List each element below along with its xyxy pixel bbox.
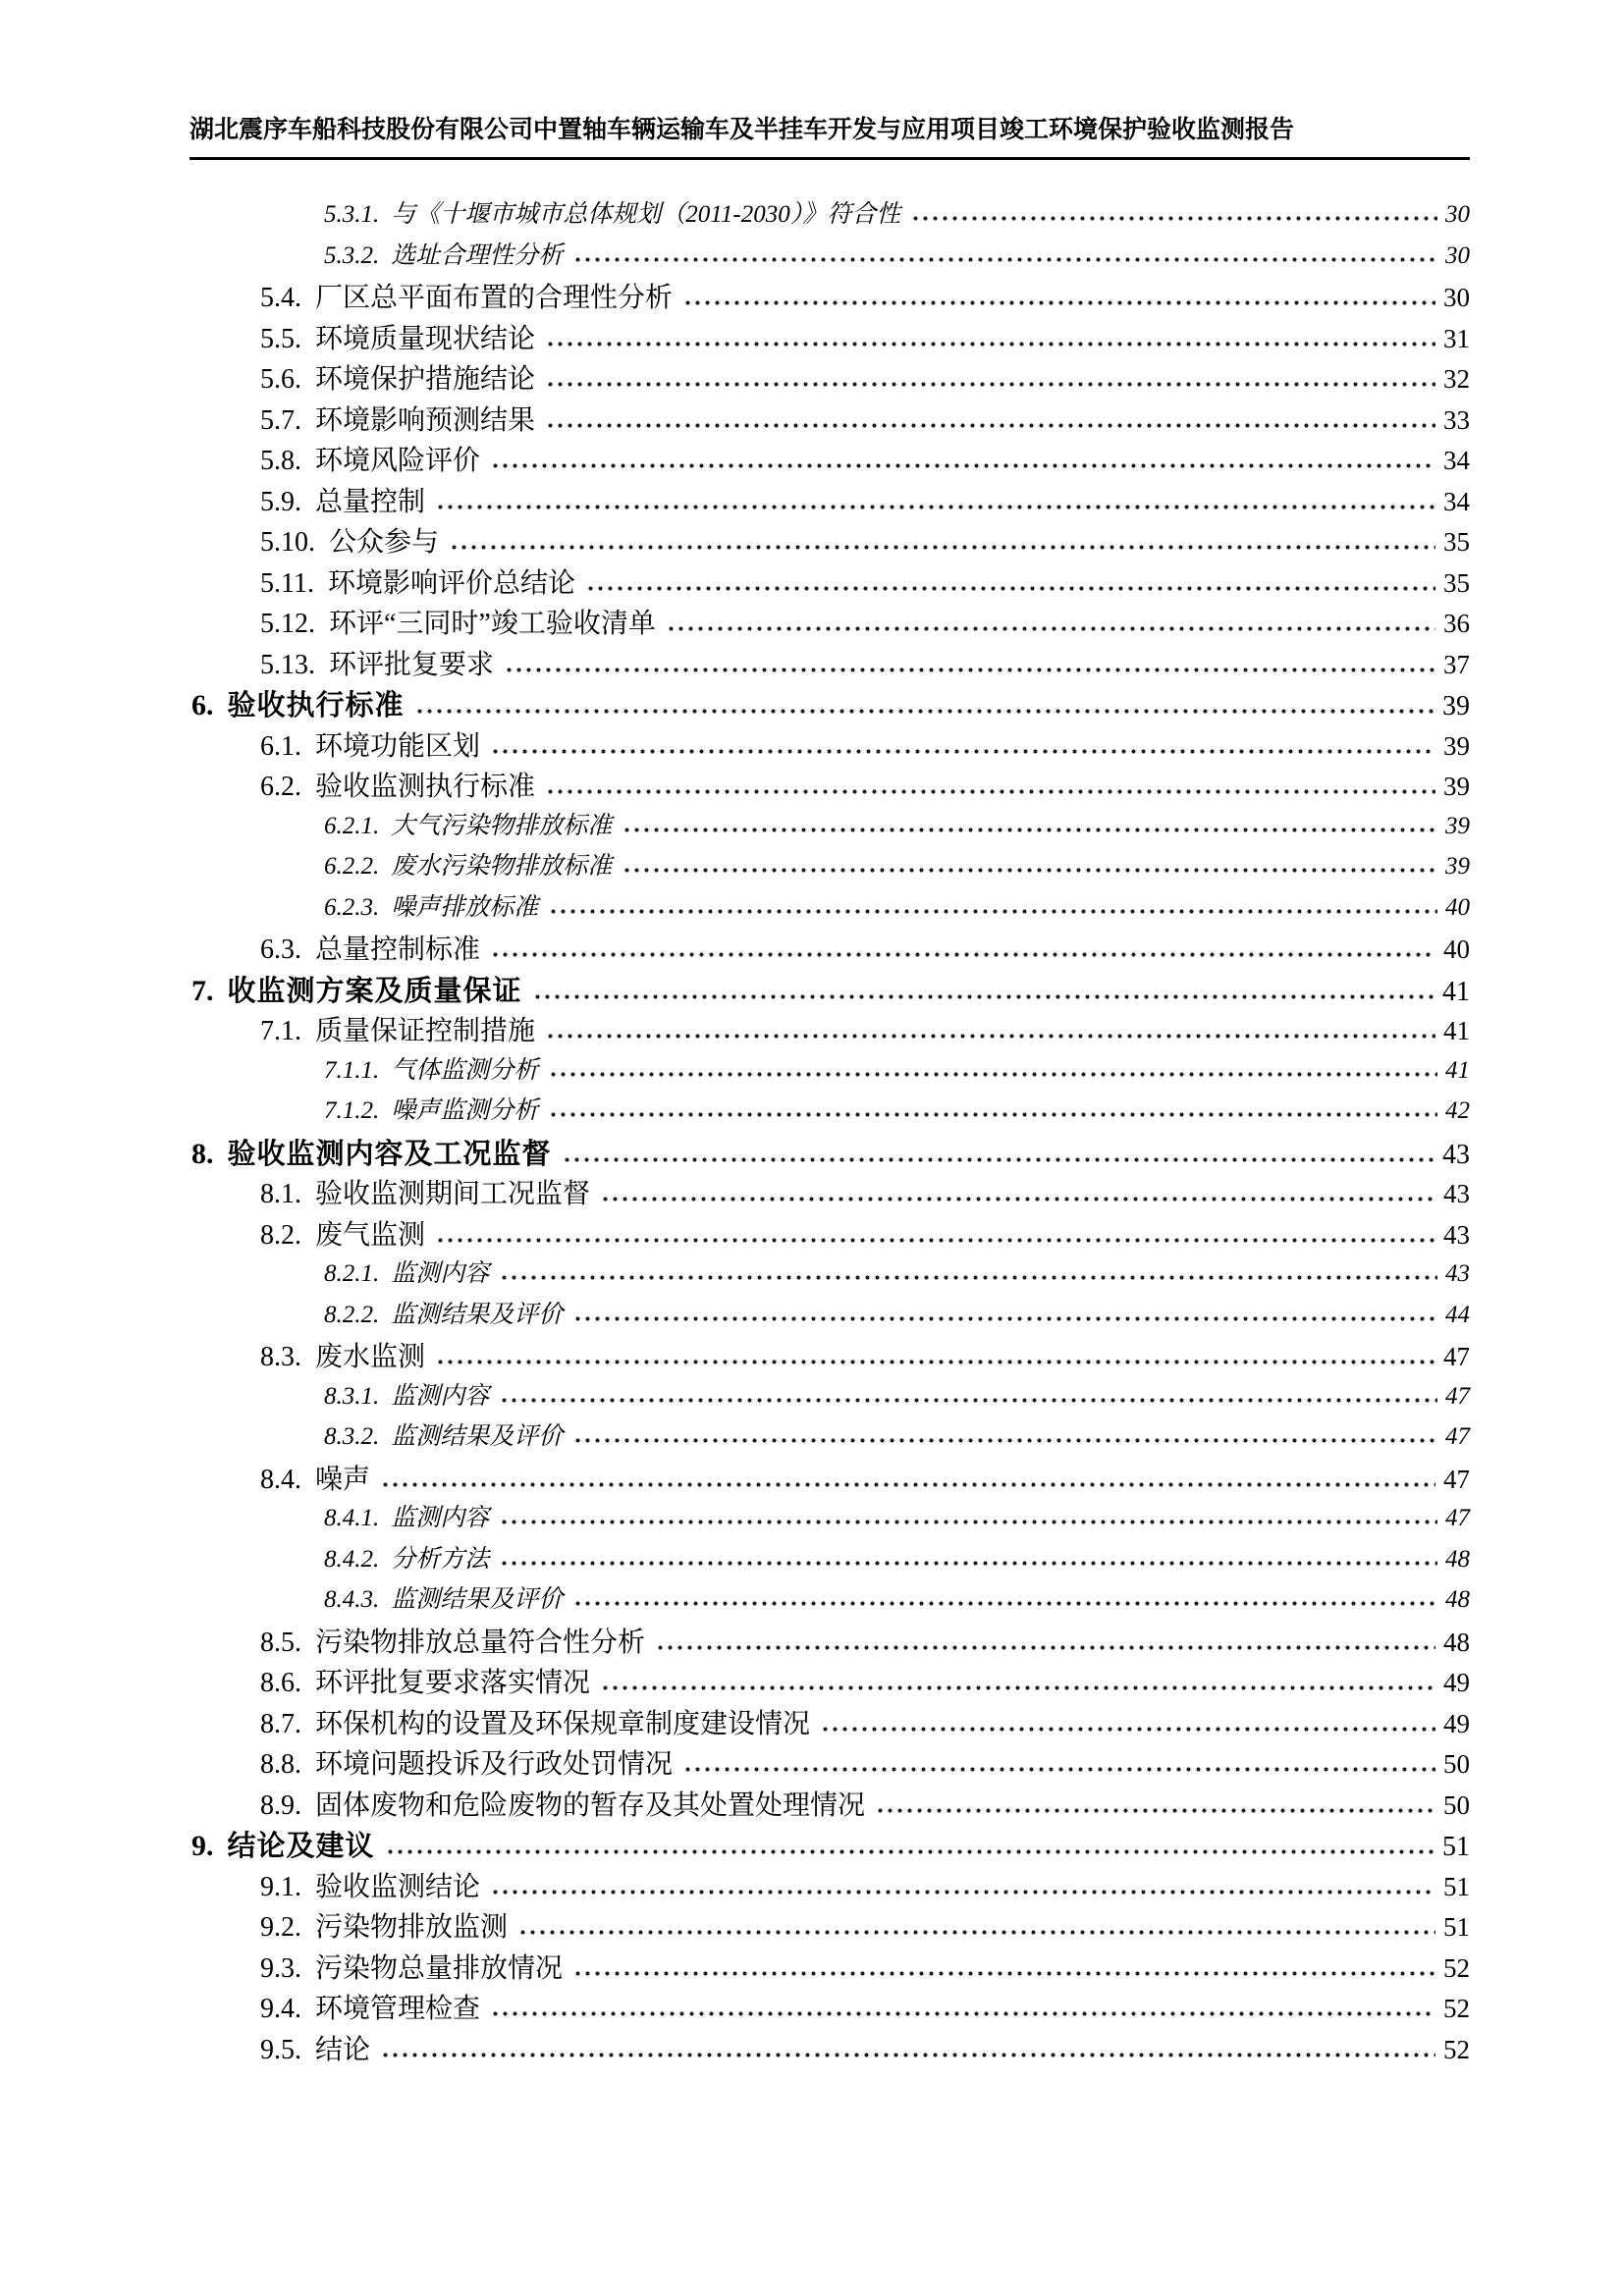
toc-entry-page: 31 <box>1443 323 1470 353</box>
toc-entry-5.10 <box>191 520 1470 561</box>
toc-entry-title: 大气污染物排放标准 <box>391 812 613 839</box>
toc-entry-6.2.3 <box>191 887 1470 929</box>
toc-entry-8.3.1 <box>191 1376 1470 1417</box>
toc-entry-number: 6.3. <box>260 934 301 965</box>
toc-entry-9.4 <box>191 1987 1470 2028</box>
dot-leader-icon <box>547 341 1435 347</box>
toc-entry-number: 8.2.1. <box>324 1260 380 1287</box>
dot-leader-icon <box>519 1929 1435 1936</box>
toc-entry-page: 49 <box>1443 1668 1470 1697</box>
toc-entry-title: 监测结果及评价 <box>391 1301 564 1328</box>
toc-entry-6.2.1 <box>191 806 1470 847</box>
toc-entry-title: 监测结果及评价 <box>391 1423 564 1450</box>
toc-entry-page: 41 <box>1443 1016 1470 1045</box>
toc-entry-page: 39 <box>1442 691 1470 721</box>
dot-leader-icon <box>657 1644 1435 1651</box>
toc-entry-page: 35 <box>1443 527 1470 557</box>
toc-entry-title: 环境问题投诉及行政处罚情况 <box>315 1749 674 1780</box>
toc-entry-6.3 <box>191 928 1470 969</box>
dot-leader-icon <box>416 708 1435 715</box>
toc-entry-7.1 <box>191 1009 1470 1050</box>
dot-leader-icon <box>574 256 1437 263</box>
toc-entry-title: 公众参与 <box>329 527 440 558</box>
dot-leader-icon <box>623 827 1437 833</box>
toc-entry-number: 8.4. <box>260 1464 301 1495</box>
dot-leader-icon <box>574 1315 1437 1322</box>
toc-entry-5.4 <box>191 276 1470 317</box>
toc-entry-number: 6.2. <box>260 772 301 802</box>
dot-leader-icon <box>451 544 1435 551</box>
dot-leader-icon <box>547 1033 1435 1040</box>
toc-entry-page: 41 <box>1445 1056 1470 1084</box>
toc-entry-page: 51 <box>1443 1912 1470 1942</box>
toc-entry-5.3.1 <box>191 194 1470 236</box>
toc-entry-page: 47 <box>1445 1505 1470 1531</box>
dot-leader-icon <box>534 993 1435 1000</box>
toc-entry-8.2.2 <box>191 1295 1470 1336</box>
toc-entry-8.4.2 <box>191 1539 1470 1580</box>
toc-entry-page: 47 <box>1445 1382 1470 1410</box>
toc-entry-number: 7.1. <box>260 1016 301 1046</box>
toc-entry-page: 39 <box>1445 853 1470 880</box>
toc-entry-8.5 <box>191 1621 1470 1662</box>
toc-entry-9 <box>191 1824 1470 1865</box>
toc-entry-title: 监测内容 <box>391 1260 490 1287</box>
toc-entry-title: 噪声监测分析 <box>391 1097 539 1124</box>
toc-entry-8.3 <box>191 1335 1470 1376</box>
toc-entry-number: 8.7. <box>260 1708 301 1739</box>
page-header <box>189 110 1470 160</box>
toc-entry-8 <box>191 1132 1470 1173</box>
dot-leader-icon <box>492 748 1435 755</box>
toc-entry-5.11 <box>191 561 1470 603</box>
toc-entry-page: 48 <box>1445 1545 1470 1573</box>
toc-entry-number: 8.4.1. <box>324 1505 380 1531</box>
toc-entry-title: 监测内容 <box>391 1505 490 1531</box>
dot-leader-icon <box>437 504 1435 510</box>
toc-entry-title: 污染物排放总量符合性分析 <box>315 1627 646 1658</box>
toc-entry-6.2.2 <box>191 846 1470 887</box>
toc-entry-page: 39 <box>1443 772 1470 801</box>
dot-leader-icon <box>602 1196 1435 1202</box>
toc-entry-8.4.3 <box>191 1579 1470 1621</box>
toc-entry-title: 结论 <box>315 2034 371 2065</box>
dot-leader-icon <box>574 1600 1437 1607</box>
toc-entry-number: 5.5. <box>260 323 301 354</box>
toc-entry-page: 43 <box>1445 1260 1470 1287</box>
dot-leader-icon <box>912 215 1437 222</box>
toc-entry-number: 8. <box>191 1137 214 1170</box>
toc-entry-8.3.2 <box>191 1416 1470 1458</box>
dot-leader-icon <box>550 908 1437 915</box>
toc-entry-number: 5.3.2. <box>324 241 380 269</box>
toc-entry-title: 收监测方案及质量保证 <box>227 975 522 1007</box>
toc-entry-title: 污染物排放监测 <box>315 1912 509 1943</box>
toc-entry-title: 验收监测执行标准 <box>315 772 536 802</box>
dot-leader-icon <box>492 1889 1435 1896</box>
dot-leader-icon <box>547 381 1435 388</box>
dot-leader-icon <box>574 1437 1437 1444</box>
dot-leader-icon <box>623 867 1437 874</box>
toc-entry-page: 43 <box>1442 1139 1470 1170</box>
toc-entry-title: 质量保证控制措施 <box>315 1016 536 1046</box>
toc-entry-title: 验收监测内容及工况监督 <box>227 1138 552 1170</box>
toc-entry-title: 气体监测分析 <box>391 1056 539 1084</box>
toc-entry-number: 8.3. <box>260 1342 301 1372</box>
dot-leader-icon <box>574 1970 1435 1977</box>
toc-entry-page: 50 <box>1443 1749 1470 1779</box>
toc-entry-7.1.1 <box>191 1050 1470 1092</box>
dot-leader-icon <box>492 951 1435 958</box>
toc-entry-6.1 <box>191 724 1470 766</box>
dot-leader-icon <box>501 1519 1437 1525</box>
dot-leader-icon <box>564 1156 1435 1163</box>
toc-entry-8.7 <box>191 1702 1470 1743</box>
toc-entry-number: 7.1.1. <box>324 1056 380 1084</box>
toc-entry-8.8 <box>191 1742 1470 1784</box>
toc-entry-8.1 <box>191 1172 1470 1213</box>
toc-entry-number: 9.3. <box>260 1952 301 1984</box>
dot-leader-icon <box>501 1397 1437 1404</box>
toc-entry-title: 与《十堰市城市总体规划（2011-2030）》符合性 <box>391 201 901 228</box>
dot-leader-icon <box>668 625 1435 632</box>
toc-entry-title: 总量控制 <box>315 486 426 517</box>
toc-entry-9.1 <box>191 1865 1470 1906</box>
toc-entry-page: 34 <box>1443 446 1470 475</box>
toc-entry-title: 环境功能区划 <box>315 730 481 762</box>
toc-entry-page: 32 <box>1443 364 1470 394</box>
dot-leader-icon <box>550 1111 1437 1118</box>
toc-entry-number: 9.2. <box>260 1912 301 1943</box>
toc-entry-title: 监测结果及评价 <box>391 1586 564 1613</box>
dot-leader-icon <box>501 1274 1437 1281</box>
toc-entry-page: 51 <box>1442 1832 1470 1862</box>
toc-entry-page: 39 <box>1445 812 1470 839</box>
toc-entry-number: 5.12. <box>260 609 315 639</box>
toc-entry-number: 6.2.2. <box>324 853 380 880</box>
toc-entry-title: 污染物总量排放情况 <box>315 1952 564 1984</box>
toc-entry-9.5 <box>191 2028 1470 2069</box>
toc-entry-page: 30 <box>1445 201 1470 228</box>
toc-entry-title: 环境质量现状结论 <box>315 323 536 354</box>
toc-list <box>191 194 1470 2068</box>
toc-entry-title: 废水监测 <box>315 1342 426 1372</box>
toc-entry-number: 8.6. <box>260 1668 301 1698</box>
dot-leader-icon <box>822 1726 1435 1733</box>
toc-entry-number: 5.10. <box>260 527 315 558</box>
toc-entry-5.5 <box>191 317 1470 358</box>
toc-entry-number: 6.1. <box>260 730 301 762</box>
toc-entry-number: 9. <box>191 1830 214 1862</box>
toc-entry-number: 9.1. <box>260 1871 301 1902</box>
toc-entry-page: 48 <box>1443 1627 1470 1657</box>
dot-leader-icon <box>382 2052 1435 2058</box>
toc-entry-title: 环评批复要求落实情况 <box>315 1668 591 1698</box>
toc-entry-page: 36 <box>1443 609 1470 638</box>
toc-entry-title: 厂区总平面布置的合理性分析 <box>315 283 674 313</box>
toc-entry-page: 52 <box>1443 2034 1470 2064</box>
dot-leader-icon <box>684 299 1435 306</box>
toc-entry-8.6 <box>191 1661 1470 1702</box>
toc-entry-title: 总量控制标准 <box>315 934 481 965</box>
toc-entry-page: 34 <box>1443 486 1470 516</box>
toc-entry-5.8 <box>191 439 1470 480</box>
toc-entry-number: 9.5. <box>260 2034 301 2065</box>
toc-entry-title: 验收执行标准 <box>227 690 405 721</box>
toc-entry-page: 41 <box>1442 976 1470 1007</box>
toc-entry-page: 42 <box>1445 1097 1470 1124</box>
toc-entry-title: 环评“三同时”竣工验收清单 <box>329 609 656 639</box>
toc-entry-9.2 <box>191 1905 1470 1947</box>
toc-entry-6 <box>191 683 1470 724</box>
toc-entry-number: 8.2.2. <box>324 1301 380 1328</box>
toc-entry-page: 39 <box>1443 730 1470 761</box>
dot-leader-icon <box>492 2010 1435 2017</box>
toc-entry-page: 44 <box>1445 1301 1470 1328</box>
toc-entry-number: 8.4.2. <box>324 1545 380 1573</box>
dot-leader-icon <box>492 462 1435 469</box>
toc-entry-number: 8.9. <box>260 1789 301 1821</box>
toc-entry-number: 9.4. <box>260 1994 301 2024</box>
toc-entry-page: 40 <box>1445 893 1470 921</box>
toc-entry-8.9 <box>191 1784 1470 1825</box>
toc-entry-5.6 <box>191 357 1470 399</box>
toc-entry-5.13 <box>191 643 1470 684</box>
toc-entry-6.2 <box>191 765 1470 806</box>
toc-entry-page: 47 <box>1443 1342 1470 1371</box>
toc-entry-title: 验收监测结论 <box>315 1871 481 1902</box>
dot-leader-icon <box>506 667 1435 673</box>
dot-leader-icon <box>550 1071 1437 1078</box>
dot-leader-icon <box>877 1807 1435 1814</box>
toc-entry-page: 33 <box>1443 404 1470 435</box>
toc-entry-page: 47 <box>1445 1423 1470 1450</box>
toc-entry-page: 43 <box>1443 1179 1470 1208</box>
toc-entry-title: 噪声 <box>315 1464 371 1495</box>
dot-leader-icon <box>547 788 1435 795</box>
dot-leader-icon <box>437 1359 1435 1365</box>
toc-entry-title: 环境风险评价 <box>315 446 481 476</box>
toc-entry-number: 5.3.1. <box>324 201 380 228</box>
toc-entry-title: 选址合理性分析 <box>391 241 564 269</box>
dot-leader-icon <box>684 1766 1435 1773</box>
toc-entry-number: 5.6. <box>260 364 301 395</box>
dot-leader-icon <box>437 1237 1435 1244</box>
toc-entry-number: 8.1. <box>260 1179 301 1209</box>
toc-entry-title: 分析方法 <box>391 1545 490 1573</box>
toc-entry-5.3.2 <box>191 236 1470 277</box>
toc-entry-5.12 <box>191 602 1470 643</box>
toc-entry-page: 49 <box>1443 1708 1470 1738</box>
toc-entry-number: 5.8. <box>260 446 301 476</box>
toc-entry-number: 6. <box>191 689 214 721</box>
toc-entry-number: 5.7. <box>260 404 301 436</box>
toc-entry-title: 环境保护措施结论 <box>315 364 536 395</box>
toc-entry-page: 30 <box>1445 241 1470 269</box>
toc-entry-number: 8.8. <box>260 1749 301 1780</box>
toc-entry-title: 环评批复要求 <box>329 649 495 680</box>
toc-entry-5.7 <box>191 399 1470 440</box>
toc-entry-number: 5.13. <box>260 649 315 680</box>
toc-entry-page: 40 <box>1443 934 1470 964</box>
toc-entry-title: 监测内容 <box>391 1382 490 1410</box>
toc-entry-title: 环境影响评价总结论 <box>327 567 575 599</box>
toc-entry-page: 30 <box>1443 283 1470 312</box>
toc-entry-title: 环境管理检查 <box>315 1994 481 2024</box>
dot-leader-icon <box>382 1481 1435 1488</box>
header-title: 湖北震序车船科技股份有限公司中置轴车辆运输车及半挂车开发与应用项目竣工环境保护验收监测报告 <box>189 117 1295 143</box>
toc-entry-page: 48 <box>1445 1586 1470 1613</box>
toc-entry-7.1.2 <box>191 1091 1470 1132</box>
toc-entry-number: 8.4.3. <box>324 1586 380 1613</box>
toc-entry-number: 7.1.2. <box>324 1097 380 1124</box>
toc-entry-7 <box>191 969 1470 1010</box>
toc-entry-page: 43 <box>1443 1219 1470 1250</box>
toc-entry-number: 6.2.1. <box>324 812 380 839</box>
toc-entry-title: 废水污染物排放标准 <box>391 853 613 880</box>
toc-entry-number: 7. <box>191 974 214 1007</box>
toc-entry-number: 6.2.3. <box>324 893 380 921</box>
toc-entry-8.2 <box>191 1213 1470 1255</box>
toc-entry-number: 5.9. <box>260 486 301 517</box>
toc-entry-title: 固体废物和危险废物的暂存及其处置处理情况 <box>315 1789 866 1821</box>
toc-entry-page: 52 <box>1443 1994 1470 2023</box>
toc-entry-title: 噪声排放标准 <box>391 893 539 921</box>
dot-leader-icon <box>587 585 1435 592</box>
toc-entry-page: 51 <box>1443 1871 1470 1901</box>
toc-entry-9.3 <box>191 1947 1470 1988</box>
toc-entry-page: 37 <box>1443 649 1470 679</box>
toc-entry-page: 47 <box>1443 1464 1470 1494</box>
dot-leader-icon <box>602 1684 1435 1691</box>
toc-entry-number: 8.5. <box>260 1627 301 1658</box>
dot-leader-icon <box>547 422 1435 429</box>
dot-leader-icon <box>501 1560 1437 1567</box>
toc-entry-5.9 <box>191 480 1470 521</box>
dot-leader-icon <box>387 1848 1435 1855</box>
toc-entry-title: 验收监测期间工况监督 <box>315 1179 591 1209</box>
toc-entry-8.4 <box>191 1458 1470 1499</box>
toc-entry-title: 结论及建议 <box>227 1831 375 1862</box>
toc-entry-page: 50 <box>1443 1789 1470 1820</box>
toc-entry-8.4.1 <box>191 1498 1470 1539</box>
toc-entry-number: 8.2. <box>260 1219 301 1251</box>
toc-entry-number: 8.3.1. <box>324 1382 380 1410</box>
toc-entry-title: 环保机构的设置及环保规章制度建设情况 <box>315 1708 811 1739</box>
toc-entry-page: 35 <box>1443 567 1470 598</box>
toc-entry-8.2.1 <box>191 1254 1470 1295</box>
toc-entry-number: 5.11. <box>260 567 314 599</box>
toc-entry-title: 环境影响预测结果 <box>315 404 536 436</box>
toc-entry-number: 8.3.2. <box>324 1423 380 1450</box>
toc-entry-title: 废气监测 <box>315 1219 426 1251</box>
toc-entry-page: 52 <box>1443 1952 1470 1983</box>
toc-entry-number: 5.4. <box>260 283 301 313</box>
